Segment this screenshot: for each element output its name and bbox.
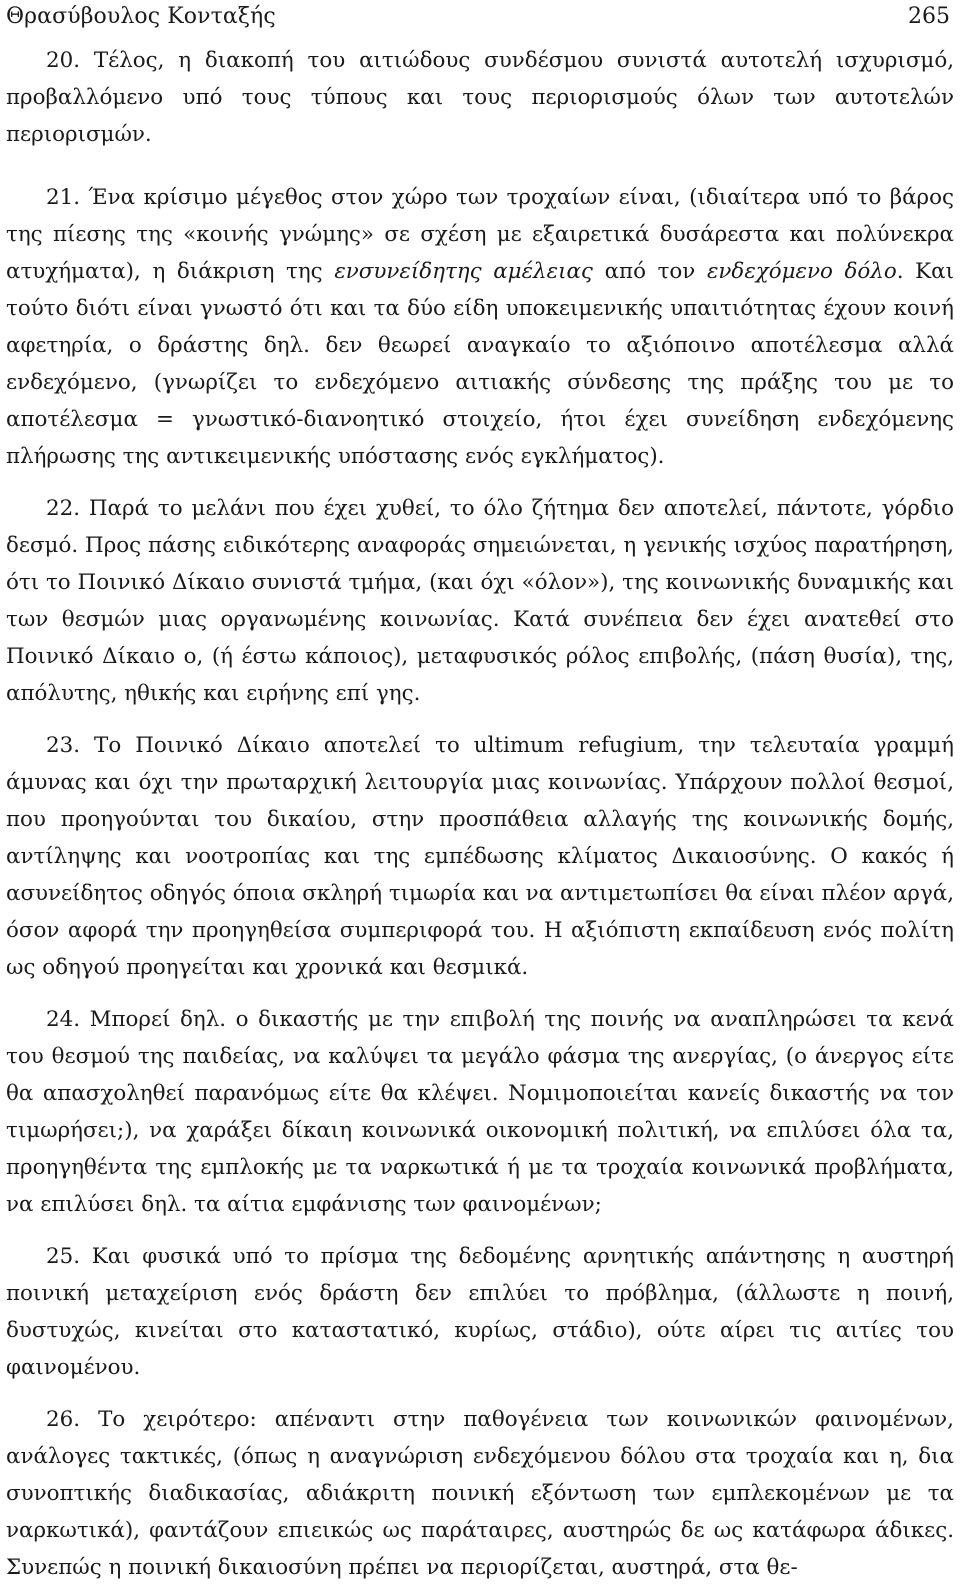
page-header — [6, 0, 954, 36]
document-page — [6, 0, 954, 1586]
paragraph-26 — [6, 1401, 954, 1586]
paragraph-text: . Και τούτο διότι είναι γνωστό ότι και τα δύο είδη υποκειμενικής υπαιτιότητας έχουν κοινή αφετηρία, ο δράστης δηλ. δεν θεωρεί αναγκαίο το αξιόποινο αποτέλεσμα αλλά ενδεχόμενο, (γνωρίζει το ενδεχόμενο αιτιακής σύνδεσης της πράξης του με το αποτέλεσμα = γνωστικό-διανοητικό στοιχείο, ήτοι έχει συνείδηση ενδεχόμενης πλήρωσης της αντικειμενικής υπόστασης ενός εγκλήματος). — [6, 259, 954, 469]
paragraph-text: Και φυσικά υπό το πρίσμα της δεδομένης αρνητικής απάντησης η αυστηρή ποινική μεταχείριση ενός δράστη δεν επιλύει το πρόβλημα, (άλλωστε η ποινή, δυστυχώς, κινείται στο καταστατικό, κυρίως, στάδιο), ούτε αίρει τις αιτίες του φαινομένου. — [6, 1244, 954, 1380]
paragraph-22 — [6, 490, 954, 712]
page-number: 265 — [908, 4, 950, 29]
paragraph-text: Τέλος, η διακοπή του αιτιώδους συνδέσμου συνιστά αυτοτελή ισχυρισμό, προβαλλόμενο υπό τους τύπους και τους περιορισμούς όλων των αυτοτελών περιορισμών. — [6, 48, 954, 147]
paragraph-text: Παρά το μελάνι που έχει χυθεί, το όλο ζήτημα δεν αποτελεί, πάντοτε, γόρδιο δεσμό. Προς πάσης ειδικότερης αναφοράς σημειώνεται, η γενικής ισχύος παρατήρηση, ότι το Ποινικό Δίκαιο συνιστά τμήμα, (και όχι «όλον»), της κοινωνικής δυναμικής και των θεσμών μιας οργανωμένης κοινωνίας. Κατά συνέπεια δεν έχει ανατεθεί στο Ποινικό Δίκαιο ο, (ή έστω κάποιος), μεταφυσικός ρόλος επιβολής, (πάση θυσία), της, απόλυτης, ηθικής και ειρήνης επί γης. — [6, 496, 954, 706]
running-head-author: Θρασύβουλος Κονταξής — [6, 4, 276, 29]
paragraph-text: από τον — [592, 259, 707, 284]
italic-term-negligence: ενσυνείδητης αμέλειας — [334, 259, 593, 284]
paragraph-number: 25. — [46, 1244, 81, 1269]
paragraph-text: Μπορεί δηλ. ο δικαστής με την επιβολή της ποινής να αναπληρώσει τα κενά του θεσμού της παιδείας, να καλύψει τα μεγάλο φάσμα της ανεργίας, (ο άνεργος είτε θα απασχοληθεί παρανόμως είτε θα κλέψει. Νομιμοποιείται κανείς δικαστής να τον τιμωρήσει;), να χαράξει δίκαιη κοινωνικά οικονομική πολιτική, να επιλύσει όλα τα, προηγηθέντα της εμπλοκής με τα ναρκωτικά ή με τα τροχαία κοινωνικά προβλήματα, να επιλύσει δηλ. τα αίτια εμφάνισης των φαινομένων; — [6, 1007, 954, 1217]
paragraph-21 — [6, 179, 954, 475]
paragraph-text: Το χειρότερο: απέναντι στην παθογένεια των κοινωνικών φαινομένων, ανάλογες τακτικές, (όπως η αναγνώριση ενδεχόμενου δόλου στα τροχαία και η, δια συνοπτικής διαδικασίας, αδιάκριτη ποινική εξόντωση των εμπλεκομένων με τα ναρκωτικά), φαντάζουν επιεικώς ως παράταιρες, αυστηρώς δε ως κατάφωρα άδικες. Συνεπώς η ποινική δικαιοσύνη πρέπει να περιορίζεται, αυστηρά, στα θε- — [6, 1407, 954, 1580]
paragraph-number: 22. — [46, 496, 81, 521]
paragraph-text: Το Ποινικό Δίκαιο αποτελεί το ultimum refugium, την τελευταία γραμμή άμυνας και όχι την πρωταρχική λειτουργία μιας κοινωνίας. Υπάρχουν πολλοί θεσμοί, που προηγούνται του δικαίου, στην προσπάθεια αλλαγής της κοινωνικής δομής, αντίληψης και νοοτροπίας και της εμπέδωσης κλίματος Δικαιοσύνης. Ο κακός ή ασυνείδητος οδηγός όποια σκληρή τιμωρία και να αντιμετωπίσει θα είναι πλέον αργά, όσον αφορά την προηγηθείσα συμπεριφορά του. Η αξιόπιστη εκπαίδευση ενός πολίτη ως οδηγού προηγείται και χρονικά και θεσμικά. — [6, 733, 954, 980]
paragraph-number: 21. — [46, 185, 81, 210]
paragraph-number: 24. — [46, 1007, 81, 1032]
paragraph-25 — [6, 1238, 954, 1386]
paragraph-20 — [6, 42, 954, 153]
italic-term-intent: ενδεχόμενο δόλο — [706, 259, 897, 284]
paragraph-number: 26. — [46, 1407, 81, 1432]
paragraph-number: 23. — [46, 733, 81, 758]
paragraph-text: Ένα κρίσιμο μέγεθος στον χώρο των τροχαίων είναι, (ιδιαίτερα υπό το βάρος της πίεσης της «κοινής γνώμης» σε σχέση με εξαιρετικά δυσάρεστα και πολύνεκρα ατυχήματα), η διάκριση της — [6, 185, 954, 284]
paragraph-number: 20. — [46, 48, 81, 73]
paragraph-23 — [6, 727, 954, 986]
paragraph-24 — [6, 1001, 954, 1223]
